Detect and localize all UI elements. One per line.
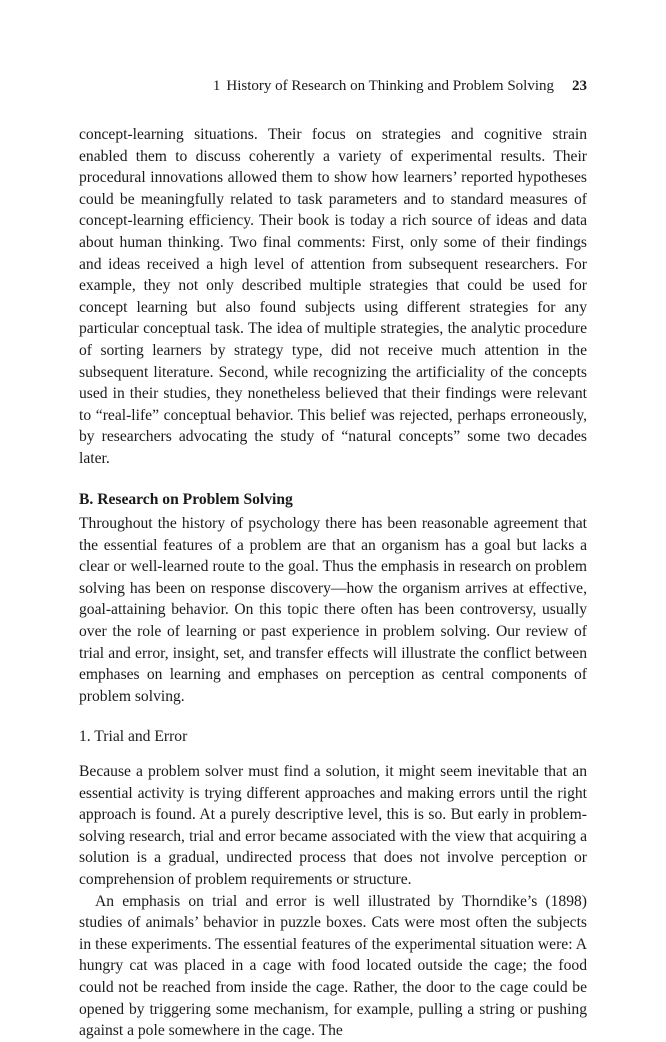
book-page <box>79 78 587 1042</box>
body-paragraph: Throughout the history of psychology there has been reasonable agreement that the essential features of a problem are that an organism has a goal but lacks a clear or well-learned route to the goal. Thus the emphasis in research on problem solving has been on response discovery—how the organism arrives at effective, goal-attaining behavior. On this topic there often has been controversy, usually over the role of learning or past experience in problem solving. Our review of trial and error, insight, set, and transfer effects will illustrate the conflict between emphases on learning and emphases on perception as central components of problem solving. <box>79 515 587 705</box>
subsection-heading: 1. Trial and Error <box>79 728 188 746</box>
body-paragraph: Because a problem solver must find a solution, it might seem inevitable that an essential activity is trying different approaches and making errors until the right approach is found. At a purely descriptive level, this is so. But early in problem-solving research, trial and error became associated with the view that acquiring a solution is a gradual, undirected process that does not involve perception or comprehension of problem requirements or structure. <box>79 763 587 888</box>
page-number: 23 <box>572 78 587 94</box>
chapter-number: 1 <box>212 78 221 94</box>
body-paragraph: An emphasis on trial and error is well illustrated by Thorndike’s (1898) studies of animals’ behavior in puzzle boxes. Cats were most often the subjects in these experiments. The essential features of the experimental situation were: A hungry cat was placed in a cage with food located outside the cage; the food could not be reached from inside the cage. Rather, the door to the cage could be opened by triggering some mechanism, for example, pulling a string or pushing against a pole somewhere in the cage. The <box>79 892 587 1040</box>
running-head-title: History of Research on Thinking and Problem Solving <box>226 78 554 94</box>
body-paragraph: concept-learning situations. Their focus on strategies and cognitive strain enabled them to discuss coherently a variety of experimental results. Their procedural innovations allowed them to show how learners’ reported hypotheses could be meaningfully related to task parameters and to standard measures of concept-learning efficiency. Their book is today a rich source of ideas and data about human thinking. Two final comments: First, only some of their findings and ideas received a high level of attention from subsequent researchers. For example, they not only described multiple strategies that could be used for concept learning but also found subjects using different strategies for any particular conceptual task. The idea of multiple strategies, the analytic procedure of sorting learners by strategy type, did not receive much attention in the subsequent literature. Second, while recognizing the artificiality of the concepts used in their studies, they nonetheless believed that their findings were relevant to “real-life” conceptual behavior. This belief was rejected, perhaps erroneously, by researchers advocating the study of “natural concepts” some two decades later. <box>79 126 587 467</box>
section-heading: B. Research on Problem Solving <box>79 490 293 508</box>
running-head <box>79 78 587 100</box>
